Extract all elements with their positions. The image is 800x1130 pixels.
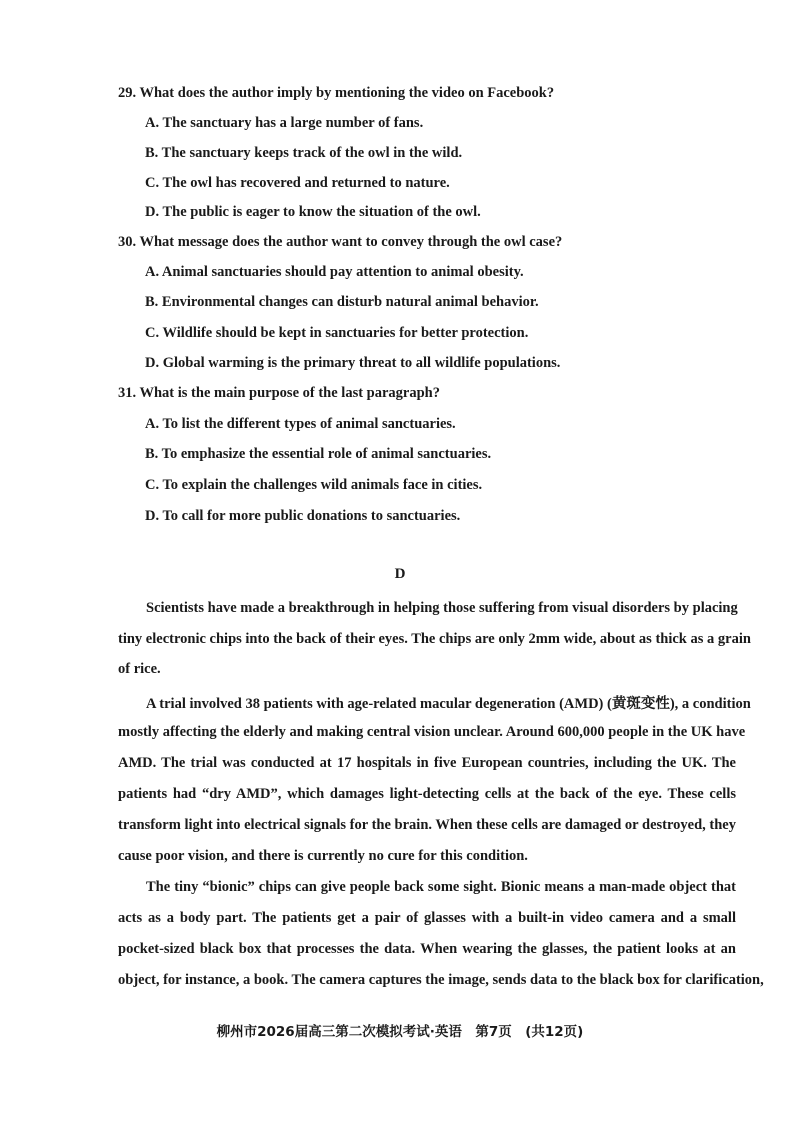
- question-30-option-b: B. Environmental changes can disturb natural animal behavior.: [145, 294, 539, 310]
- question-30-option-d: D. Global warming is the primary threat to all wildlife populations.: [145, 355, 561, 371]
- question-31-option-c: C. To explain the challenges wild animals face in cities.: [145, 477, 483, 493]
- passage-line: transform light into electrical signals for the brain. When these cells are damaged or destroyed, they: [118, 817, 736, 833]
- question-31-option-d: D. To call for more public donations to sanctuaries.: [145, 508, 461, 524]
- passage-line: acts as a body part. The patients get a pair of glasses with a built-in video camera and a small: [118, 910, 736, 926]
- passage-line: The tiny “bionic” chips can give people back some sight. Bionic means a man-made object that: [146, 879, 736, 895]
- passage-line: patients had “dry AMD”, which damages light-detecting cells at the back of the eye. These cells: [118, 786, 736, 802]
- passage-line: mostly affecting the elderly and making central vision unclear. Around 600,000 people in the UK have: [118, 724, 746, 740]
- page-footer: 柳州市2026届高三第二次模拟考试·英语 第7页 (共12页): [216, 1024, 584, 1040]
- question-29-option-d: D. The public is eager to know the situation of the owl.: [145, 204, 481, 220]
- question-30-option-a: A. Animal sanctuaries should pay attention to animal obesity.: [145, 264, 524, 280]
- passage-line: A trial involved 38 patients with age-related macular degeneration (AMD) (黄斑变性), a condition: [146, 696, 751, 712]
- question-29-option-b: B. The sanctuary keeps track of the owl in the wild.: [145, 145, 463, 161]
- question-31-option-b: B. To emphasize the essential role of animal sanctuaries.: [145, 446, 492, 462]
- passage-line: AMD. The trial was conducted at 17 hospitals in five European countries, including the UK. The: [118, 755, 736, 771]
- question-29-stem: 29. What does the author imply by mentioning the video on Facebook?: [118, 85, 555, 101]
- passage-line: Scientists have made a breakthrough in helping those suffering from visual disorders by placing: [146, 600, 738, 616]
- question-31-stem: 31. What is the main purpose of the last paragraph?: [118, 385, 440, 401]
- passage-line: cause poor vision, and there is currently no cure for this condition.: [118, 848, 528, 864]
- passage-line: pocket-sized black box that processes the data. When wearing the glasses, the patient looks at an: [118, 941, 736, 957]
- passage-line: tiny electronic chips into the back of their eyes. The chips are only 2mm wide, about as thick as a grain: [118, 631, 751, 647]
- passage-line: object, for instance, a book. The camera captures the image, sends data to the black box for clarification,: [118, 972, 764, 988]
- section-heading: D: [394, 566, 406, 582]
- question-30-stem: 30. What message does the author want to convey through the owl case?: [118, 234, 563, 250]
- question-30-option-c: C. Wildlife should be kept in sanctuaries for better protection.: [145, 325, 529, 341]
- question-29-option-a: A. The sanctuary has a large number of fans.: [145, 115, 424, 131]
- passage-line: of rice.: [118, 661, 161, 677]
- question-29-option-c: C. The owl has recovered and returned to nature.: [145, 175, 450, 191]
- question-31-option-a: A. To list the different types of animal sanctuaries.: [145, 416, 456, 432]
